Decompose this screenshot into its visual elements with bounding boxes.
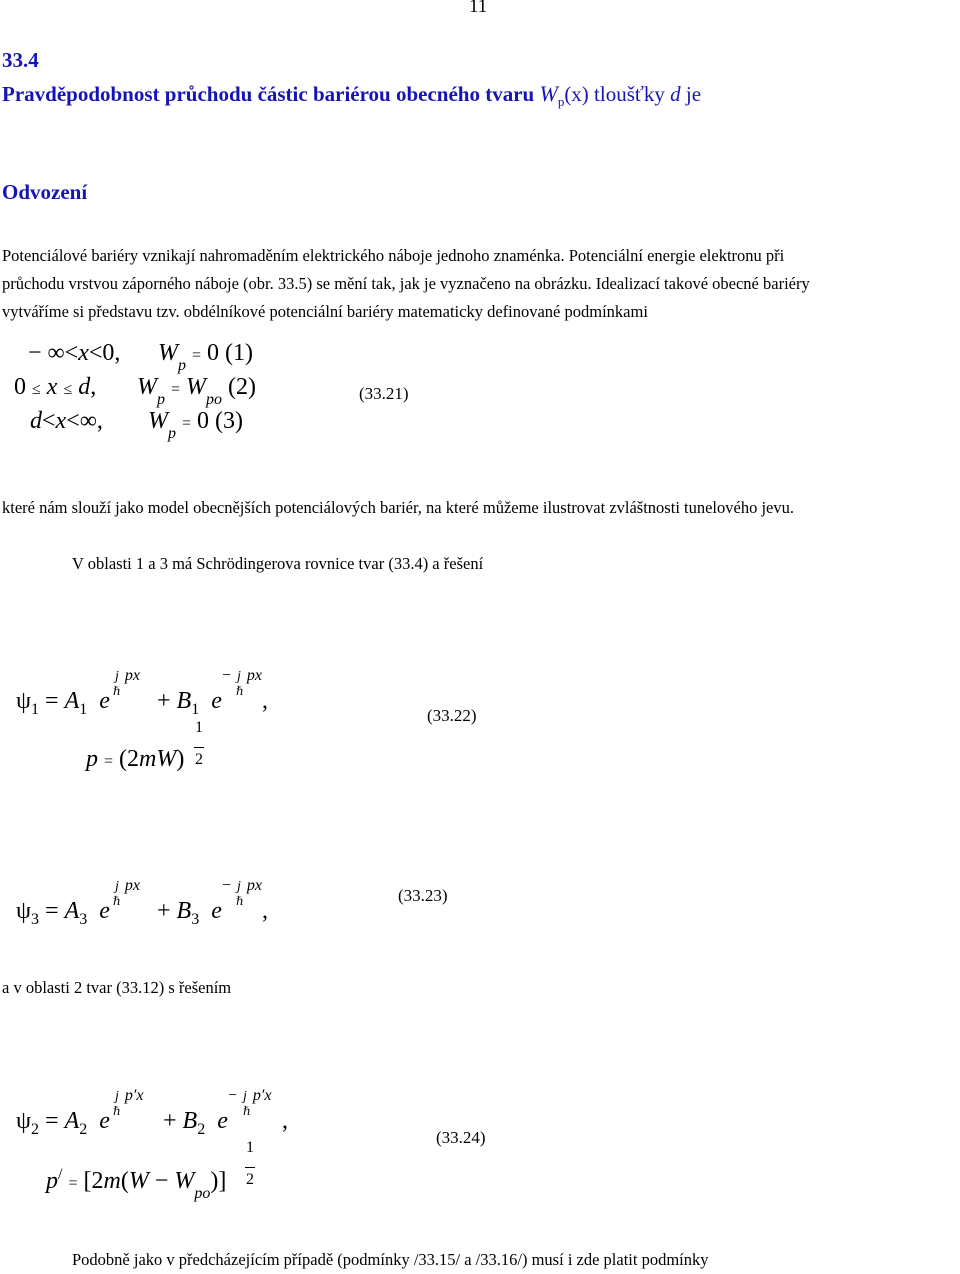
hbar-4: ℏ [236,894,244,908]
text-region-2: a v oblasti 2 tvar (33.12) s řešením [2,978,232,997]
equation-number-33-24: (33.24) [436,1128,486,1147]
equation-psi2-second: + $B_2$ e [163,1108,228,1138]
condition-row-1: − ∞<x<0, [28,340,121,366]
hbar-6: ℏ [243,1104,251,1118]
title-rest: (x) tloušťky [564,82,665,106]
hbar-5: ℏ [113,1104,121,1118]
exponent-2: − j px [222,667,263,684]
title-d: d [670,82,681,106]
comma: , [262,898,268,924]
title-w-sub: p [557,94,565,110]
paragraph-line: vytváříme si představu tzv. obdélníkové potenciální bariéry matematicky definované podmínkami [2,302,648,321]
title-je: je [685,82,702,106]
subheading-odvozeni: Odvození [2,180,88,204]
exponent-half: 1 2 [195,719,203,768]
equation-psi1-second: + $B_1$ e [157,688,222,718]
hbar-3: ℏ [113,894,121,908]
exponent-3: j px [115,877,140,894]
page-number: 11 [469,0,488,17]
section-title-main: Pravděpodobnost průchodu částic bariérou obecného tvaru [2,82,535,106]
exponent-half-2: 1 2 [246,1139,254,1188]
exponent-4: − j px [222,877,263,894]
exponent-6: − j p′x [228,1087,272,1104]
condition-row-1-value: $W_p = 0$ (1) [158,340,254,374]
text-footer: Podobně jako v předcházejícím případě (podmínky /33.15/ a /33.16/) musí i zde platit podmínky [72,1250,709,1269]
equation-number-33-22: (33.22) [427,706,477,725]
equation-p-prime: $p^/ = [2m(W - W_{po})]$ [46,1166,227,1202]
text-after-conditions: které nám slouží jako model obecnějších potenciálových bariér, na které můžeme ilustrovat zvláštnosti tunelového jevu. [2,498,794,517]
paragraph-line: průchodu vrstvou záporného náboje (obr. 33.5) se mění tak, jak je vyznačeno na obrázku. Idealizací takové obecné bariéry [2,274,810,293]
hbar-1: ℏ [113,684,121,698]
section-title [2,81,701,110]
condition-row-3: d<x<∞, [30,408,103,434]
equation-psi2: $\psi_2 = A_2$ e [16,1108,110,1138]
exponent-1: j px [115,667,140,684]
condition-row-2: 0 ≤ x ≤ d, [14,374,97,400]
text-region-1-3: V oblasti 1 a 3 má Schrödingerova rovnice tvar (33.4) a řešení [72,554,484,573]
section-number: 33.4 [2,48,39,72]
equation-number-33-21: (33.21) [359,384,409,403]
condition-row-2-value: $W_p = W_{po}$ (2) [137,374,257,408]
equation-psi3-second: + $B_3$ e [157,898,222,928]
paragraph-line: Potenciálové bariéry vznikají nahromaděním elektrického náboje jednoho znaménka. Potenciální energie elektronu při [2,246,785,265]
equation-psi1: $\psi_1 = A_1$ e [16,688,110,718]
intro-paragraph [2,242,960,326]
title-w: W [539,81,558,106]
comma: , [262,688,268,714]
equation-number-33-23: (33.23) [398,886,448,905]
equation-psi3: $\psi_3 = A_3$ e [16,898,110,928]
condition-row-3-value: $W_p = 0$ (3) [148,408,244,442]
exponent-5: j p′x [115,1087,144,1104]
equation-p: p = (2mW) [86,746,185,772]
hbar-2: ℏ [236,684,244,698]
comma: , [282,1108,288,1134]
